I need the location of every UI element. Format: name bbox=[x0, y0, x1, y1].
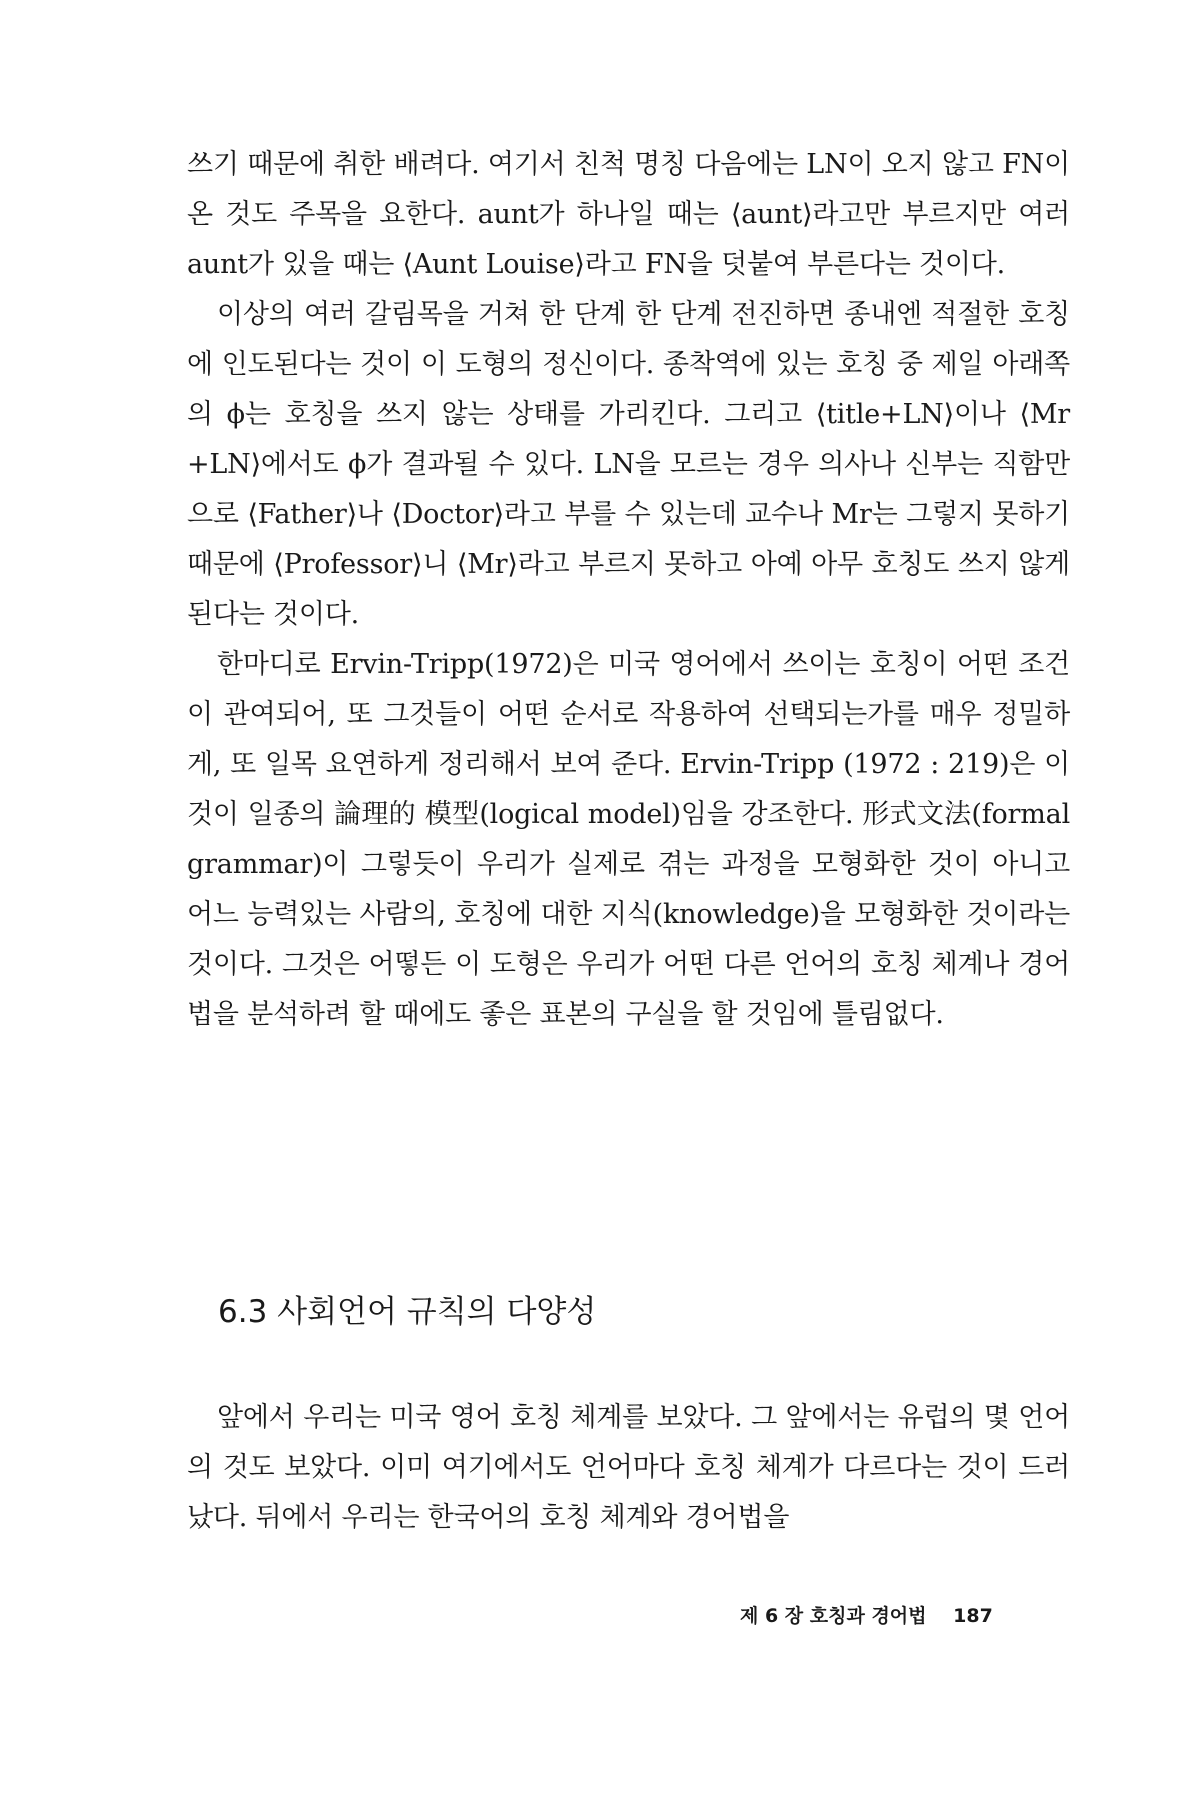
paragraph-continuation: 쓰기 때문에 취한 배려다. 여기서 친척 명칭 다음에는 LN이 오지 않고 FN이 온 것도 주목을 요한다. aunt가 하나일 때는 ⟨aunt⟩라고만 부르지만 여러 aunt가 있을 때는 ⟨Aunt Louise⟩라고 FN을 덧붙여 부른다는 것이다. bbox=[187, 149, 1070, 280]
body-text bbox=[187, 140, 1070, 1040]
paragraph-ervin-tripp: 한마디로 Ervin-Tripp(1972)은 미국 영어에서 쓰이는 호칭이 어떤 조건이 관여되어, 또 그것들이 어떤 순서로 작용하여 선택되는가를 매우 정밀하게, 또 일목 요연하게 정리해서 보여 준다. Ervin-Tripp (1972 : 219)은 이것이 일종의 論理的 模型(logical model)임을 강조한다. 形式文法(formal grammar)이 그렇듯이 우리가 실제로 겪는 과정을 모형화한 것이 아니고 어느 능력있는 사람의, 호칭에 대한 지식(knowledge)을 모형화한 것이라는 것이다. 그것은 어떻든 이 도형은 우리가 어떤 다른 언어의 호칭 체계나 경어법을 분석하려 할 때에도 좋은 표본의 구실을 할 것임에 틀림없다. bbox=[187, 649, 1070, 1030]
paragraph-section-intro: 앞에서 우리는 미국 영어 호칭 체계를 보았다. 그 앞에서는 유럽의 몇 언어의 것도 보았다. 이미 여기에서도 언어마다 호칭 체계가 다르다는 것이 드러났다. 뒤에서 우리는 한국어의 호칭 체계와 경어법을 bbox=[187, 1402, 1070, 1533]
paragraph-diagram-explanation: 이상의 여러 갈림목을 거쳐 한 단계 한 단계 전진하면 종내엔 적절한 호칭에 인도된다는 것이 이 도형의 정신이다. 종착역에 있는 호칭 중 제일 아래쪽의 ϕ는 호칭을 쓰지 않는 상태를 가리킨다. 그리고 ⟨title+LN⟩이나 ⟨Mr +LN⟩에서도 ϕ가 결과될 수 있다. LN을 모르는 경우 의사나 신부는 직함만으로 ⟨Father⟩나 ⟨Doctor⟩라고 부를 수 있는데 교수나 Mr는 그렇지 못하기 때문에 ⟨Professor⟩니 ⟨Mr⟩라고 부르지 못하고 아예 아무 호칭도 쓰지 않게 된다는 것이다. bbox=[187, 299, 1070, 630]
section-body bbox=[187, 1393, 1070, 1543]
page-number: 187 bbox=[953, 1605, 993, 1627]
page-footer bbox=[740, 1601, 993, 1628]
section-heading: 6.3 사회언어 규칙의 다양성 bbox=[218, 1294, 597, 1330]
running-footer-chapter: 제 6 장 호칭과 경어법 bbox=[740, 1605, 927, 1627]
